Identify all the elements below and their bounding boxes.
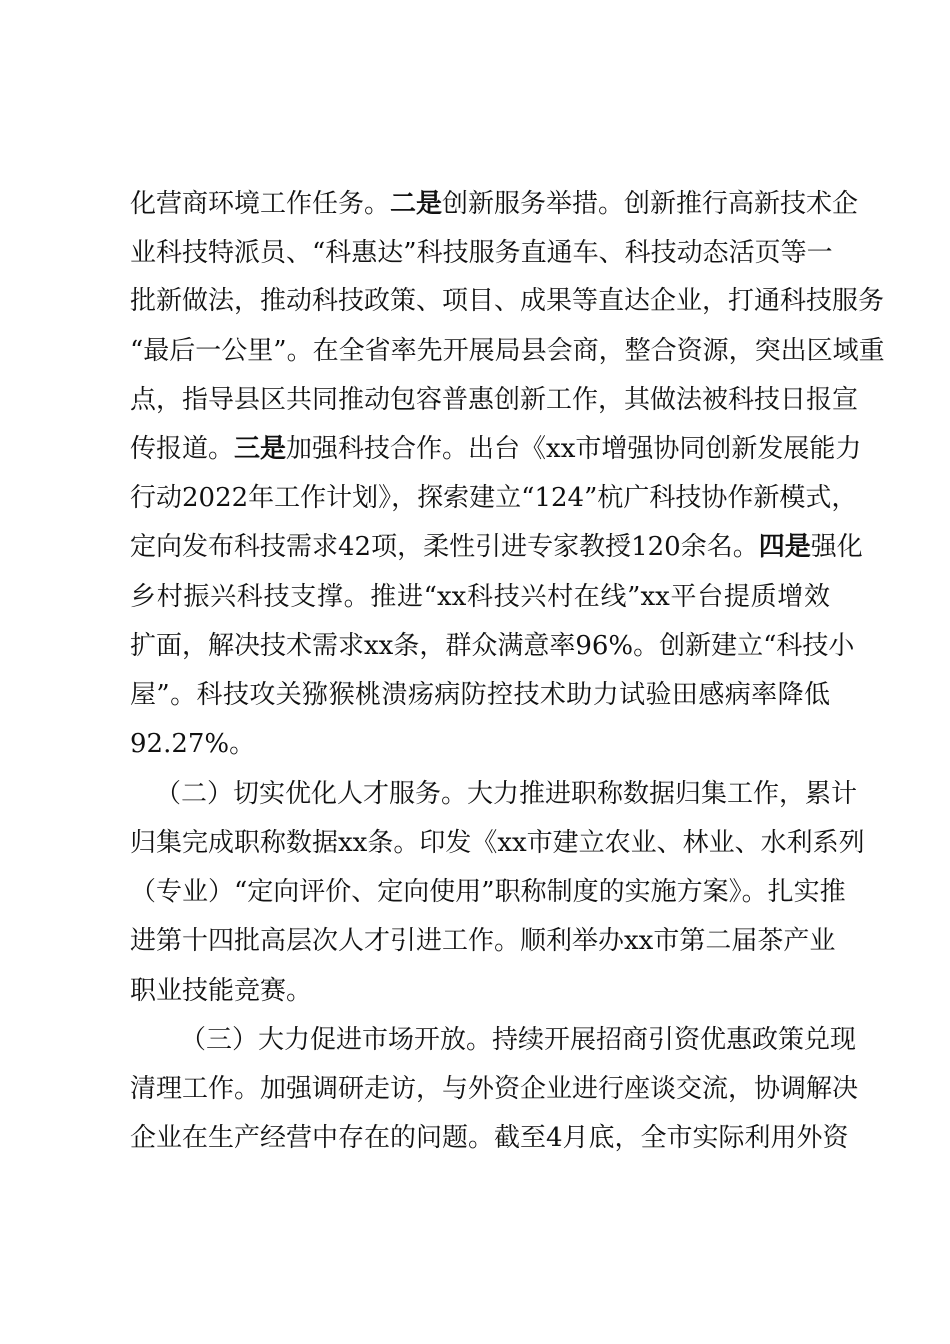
- text-line: 进第十四批高层次人才引进工作。顺利举办xx市第二届茶产业: [130, 926, 836, 956]
- text-line: 清理工作。加强调研走访，与外资企业进行座谈交流，协调解决: [130, 1074, 859, 1104]
- text-line: 批新做法，推动科技政策、项目、成果等直达企业，打通科技服务: [130, 286, 885, 316]
- text-line: 业科技特派员、“科惠达”科技服务直通车、科技动态活页等一: [130, 238, 833, 268]
- text-line: 化营商环境工作任务。二是创新服务举措。创新推行高新技术企: [130, 189, 859, 219]
- text-line: 点，指导县区共同推动包容普惠创新工作，其做法被科技日报宣: [130, 385, 859, 415]
- bold-label: 四是: [758, 532, 811, 562]
- text-line: 企业在生产经营中存在的问题。截至4月底，全市实际利用外资: [130, 1123, 849, 1153]
- text-line: “最后一公里”。在全省率先开展局县会商，整合资源，突出区域重: [130, 336, 885, 366]
- text-line: （三）大力促进市场开放。持续开展招商引资优惠政策兑现: [180, 1025, 857, 1055]
- text-line: （专业）“定向评价、定向使用”职称制度的实施方案》。扎实推: [130, 877, 846, 907]
- bold-label: 二是: [390, 189, 443, 219]
- text-line: 传报道。三是加强科技合作。出台《xx市增强协同创新发展能力: [130, 434, 862, 464]
- text-line: 定向发布科技需求42项，柔性引进专家教授120余名。四是强化: [130, 532, 863, 562]
- text-line: 扩面，解决技术需求xx条，群众满意率96%。创新建立“科技小: [130, 631, 855, 661]
- text-line: 归集完成职称数据xx条。印发《xx市建立农业、林业、水利系列: [130, 828, 865, 858]
- text-line: （二）切实优化人才服务。大力推进职称数据归集工作，累计: [155, 779, 858, 809]
- text-line: 屋”。科技攻关猕猴桃溃疡病防控技术助力试验田感病率降低: [130, 680, 830, 710]
- text-line: 乡村振兴科技支撑。推进“xx科技兴村在线”xx平台提质增效: [130, 582, 830, 612]
- text-line: 行动2022年工作计划》，探索建立“124”杭广科技协作新模式，: [130, 483, 858, 513]
- bold-label: 三是: [234, 434, 287, 464]
- text-line: 92.27%。: [130, 729, 256, 759]
- text-line: 职业技能竞赛。: [130, 976, 313, 1006]
